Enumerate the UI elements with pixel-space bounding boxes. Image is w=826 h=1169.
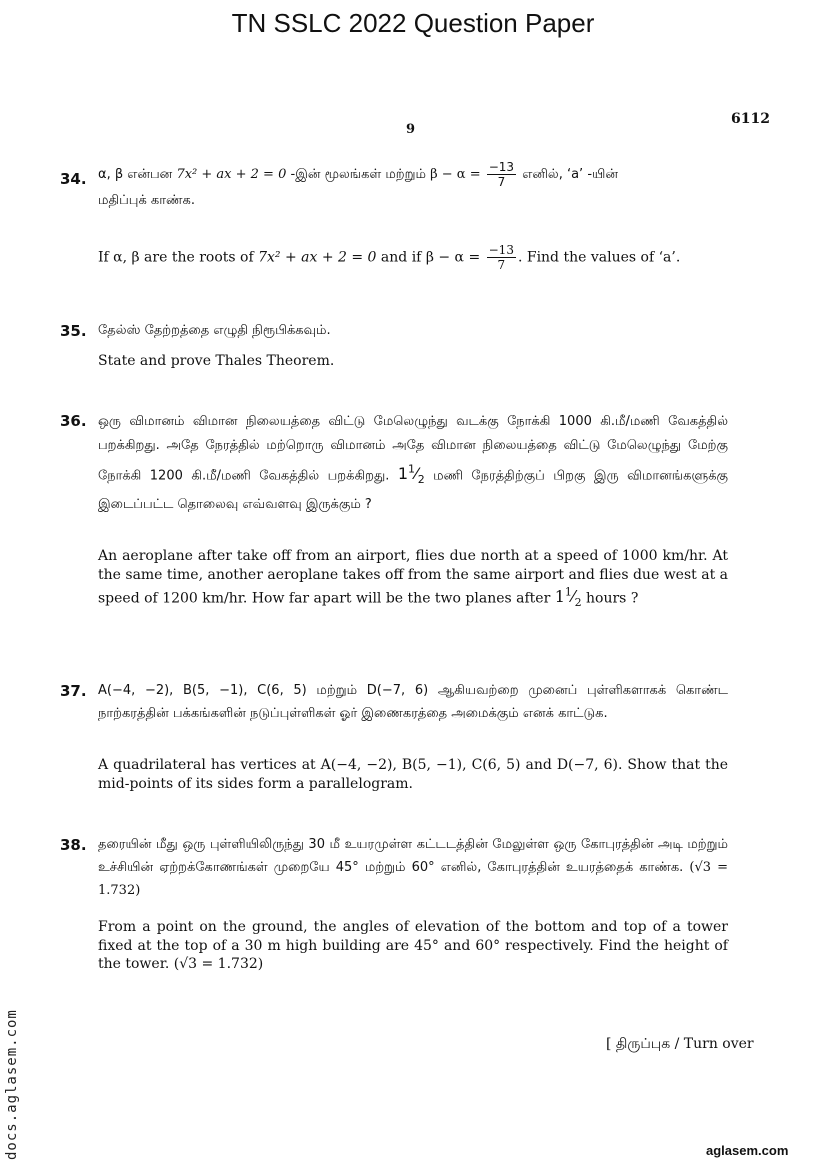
fraction: $\frac{-13}{7}$ [488, 243, 514, 272]
question-tamil: α, β என்பன 7x² + ax + 2 = 0 -இன் மூலங்கள் மற்றும் β − α = $\frac{-13}{7}$ எனில், ‘a’ -யின் மதிப்புக் காண்க. [98, 160, 618, 208]
page-code: 6112 [731, 111, 770, 127]
question-tamil: தரையின் மீது ஒரு புள்ளியிலிருந்து 30 மீ உயரமுள்ள கட்டடத்தின் மேலுள்ள ஒரு கோபுரத்தின் அடி மற்றும் உச்சியின் ஏற்றக்கோணங்கள் முறையே 45° மற்றும் 60° எனில், கோபுரத்தின் உயரத்தைக் காண்க. (√3 = 1.732) [98, 837, 728, 898]
question-number: 35. [60, 322, 87, 340]
question-english: An aeroplane after take off from an airport, flies due north at a speed of 1000 km/hr. At the same time, another aeroplane takes off from the same airport and flies due west at a speed of 1200 km/hr. How far apart will be the two planes after $1^1⁄_2$ hours ? [98, 548, 728, 610]
question-english: State and prove Thales Theorem. [98, 353, 335, 369]
question-english: A quadrilateral has vertices at A(−4, −2), B(5, −1), C(6, 5) and D(−7, 6). Show that the mid-points of its sides form a parallelogram. [98, 757, 728, 792]
question-english: If α, β are the roots of 7x² + ax + 2 = 0 and if β − α = $\frac{-13}{7}$ . Find the values of ‘a’. [98, 243, 681, 272]
question-number: 34. [60, 170, 87, 188]
mixed-fraction: $1^1⁄_2$ [554, 586, 582, 610]
turn-over-note: [ திருப்புக / Turn over [606, 1036, 754, 1052]
question-english: From a point on the ground, the angles of elevation of the bottom and top of a tower fixed at the top of a 30 m high building are 45° and 60° respectively. Find the height of the tower. (√3 = 1.732) [98, 919, 728, 972]
question-number: 38. [60, 836, 87, 854]
side-watermark: docs.aglasem.com [4, 1009, 20, 1160]
question-tamil: A(−4, −2), B(5, −1), C(6, 5) மற்றும் D(−7, 6) ஆகியவற்றை முனைப் புள்ளிகளாகக் கொண்ட நாற்கரத்தின் பக்கங்களின் நடுப்புள்ளிகள் ஓர் இணைகரத்தை அமைக்கும் எனக் காட்டுக. [98, 683, 728, 721]
question-number: 36. [60, 412, 87, 430]
footer-brand: aglasem.com [706, 1143, 789, 1158]
mixed-fraction: $1^1⁄_2$ [397, 463, 425, 487]
page-number: 9 [406, 122, 416, 137]
question-tamil: ஒரு விமானம் விமான நிலையத்தை விட்டு மேலெழுந்து வடக்கு நோக்கி 1000 கி.மீ/மணி வேகத்தில் பறக்கிறது. அதே நேரத்தில் மற்றொரு விமானம் அதே விமான நிலையத்தை விட்டு மேலெழுந்து மேற்கு நோக்கி 1200 கி.மீ/மணி வேகத்தில் பறக்கிறது. $1^1⁄_2$ மணி நேரத்திற்குப் பிறகு இரு விமானங்களுக்கு இடைப்பட்ட தொலைவு எவ்வளவு இருக்கும் ? [98, 414, 728, 512]
question-tamil: தேல்ஸ் தேற்றத்தை எழுதி நிரூபிக்கவும். [98, 323, 331, 338]
fraction: $\frac{-13}{7}$ [488, 160, 515, 189]
question-number: 37. [60, 682, 87, 700]
banner-title: TN SSLC 2022 Question Paper [231, 8, 595, 38]
